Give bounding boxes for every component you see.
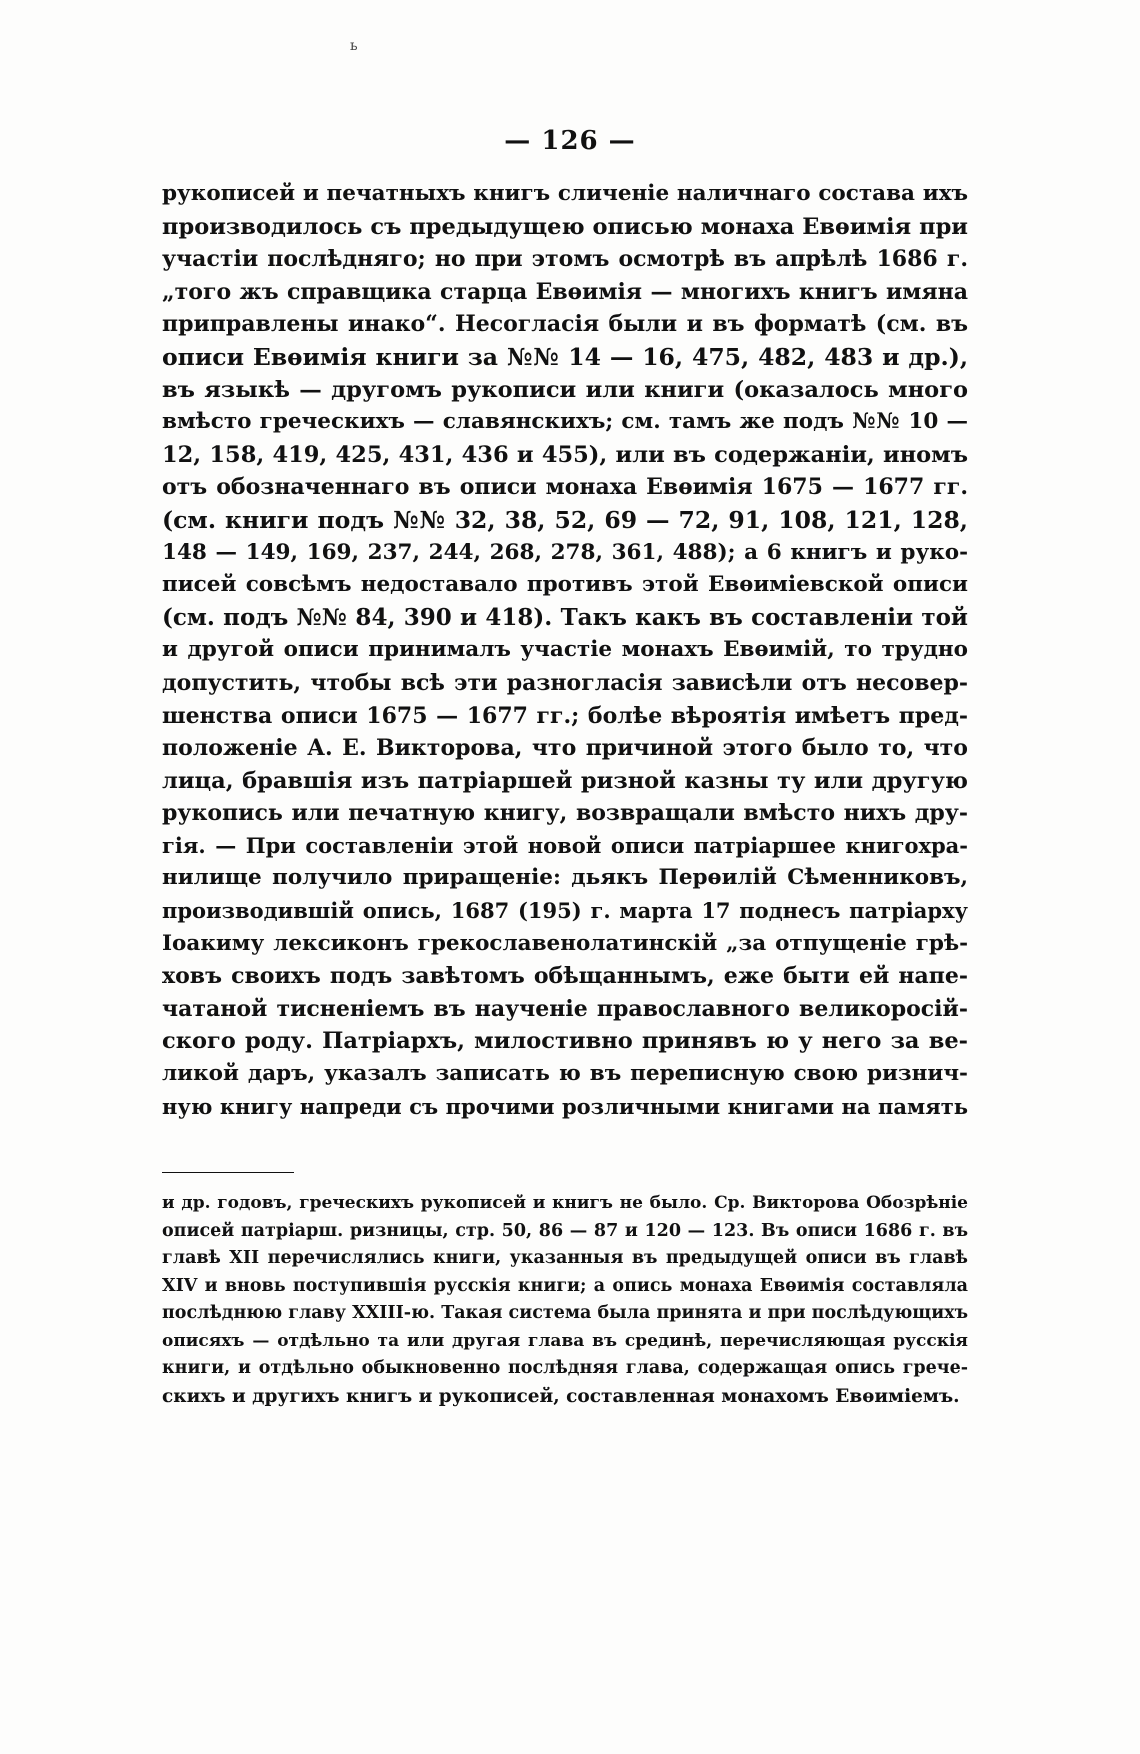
- text-line: въ языкѣ — другомъ рукописи или книги (оказалось много: [162, 376, 968, 403]
- text-line: (см. книги подъ №№ 32, 38, 52, 69 — 72, 91, 108, 121, 128,: [162, 505, 968, 534]
- text-line: ховъ своихъ подъ завѣтомъ обѣщаннымъ, еже быти ей напе-: [162, 963, 968, 990]
- text-line: шенства описи 1675 — 1677 гг.; болѣе вѣроятія имѣетъ пред-: [162, 702, 968, 729]
- footnote-line: описяхъ — отдѣльно та или другая глава въ срединѣ, перечисляющая русскія: [162, 1330, 968, 1351]
- text-line: „того жъ справщика старца Евѳимія — многихъ книгъ имяна: [162, 278, 968, 305]
- text-line: писей совсѣмъ недоставало противъ этой Евѳиміевской описи: [162, 572, 968, 598]
- footnote-divider: [162, 1172, 294, 1173]
- text-line: производилось съ предыдущею описью монаха Евѳимія при: [162, 213, 968, 240]
- text-line: положеніе А. Е. Викторова, что причиной этого было то, что: [162, 735, 968, 762]
- text-line: производившій опись, 1687 (195) г. марта 17 поднесъ патріарху: [162, 898, 968, 924]
- text-line: нилище получило приращеніе: дьякъ Перѳилій Сѣменниковъ,: [162, 865, 968, 891]
- footnotes: [162, 1190, 968, 1410]
- text-line: ликой даръ, указалъ записать ю въ переписную свою ризнич-: [162, 1061, 968, 1087]
- text-line: описи Евѳимія книги за №№ 14 — 16, 475, 482, 483 и др.),: [162, 342, 968, 371]
- footnote-line: послѣднюю главу XXIII-ю. Такая система была принята и при послѣдующихъ: [162, 1303, 968, 1323]
- text-line: и другой описи принималъ участіе монахъ Евѳимій, то трудно: [162, 637, 968, 663]
- text-line: гія. — При составленіи этой новой описи патріаршее книгохра-: [162, 832, 968, 858]
- text-line: отъ обозначеннаго въ описи монаха Евѳимія 1675 — 1677 гг.: [162, 474, 968, 501]
- text-line: (см. подъ №№ 84, 390 и 418). Такъ какъ въ составленіи той: [162, 603, 968, 631]
- footnote-line: XIV и вновь поступившія русскія книги; а опись монаха Евѳимія составляла: [162, 1275, 968, 1296]
- text-line: допустить, чтобы всѣ эти разногласія зависѣли отъ несовер-: [162, 669, 968, 696]
- text-line: рукопись или печатную книгу, возвращали вмѣсто нихъ дру-: [162, 800, 968, 827]
- text-line: приправлены инако“. Несогласія были и въ форматѣ (см. въ: [162, 311, 968, 338]
- text-line: ную книгу напреди съ прочими розличными книгами на память: [162, 1093, 968, 1119]
- text-line: участіи послѣдняго; но при этомъ осмотрѣ въ апрѣлѣ 1686 г.: [162, 246, 968, 273]
- footnote-line: описей патріарш. ризницы, стр. 50, 86 — 87 и 120 — 123. Въ описи 1686 г. въ: [162, 1220, 968, 1241]
- footnote-line: главѣ XII перечислялись книги, указанныя въ предыдущей описи въ главѣ: [162, 1248, 968, 1268]
- main-text: [162, 178, 968, 1123]
- stray-ink-mark: ь: [350, 38, 358, 54]
- text-line: ского роду. Патріархъ, милостивно принявъ ю у него за ве-: [162, 1028, 968, 1055]
- text-line: чатаной тисненіемъ въ наученіе православного великоросій-: [162, 995, 968, 1022]
- text-line: 12, 158, 419, 425, 431, 436 и 455), или въ содержаніи, иномъ: [162, 441, 968, 468]
- text-line: Іоакиму лексиконъ грекославенолатинскій „за отпущеніе грѣ-: [162, 930, 968, 956]
- footnote-line: и др. годовъ, греческихъ рукописей и книгъ не было. Ср. Викторова Обозрѣніе: [162, 1193, 968, 1213]
- page-number: — 126 —: [504, 126, 636, 156]
- text-line: 148 — 149, 169, 237, 244, 268, 278, 361, 488); а 6 книгъ и руко-: [162, 539, 968, 565]
- footnote-line: книги, и отдѣльно обыкновенно послѣдняя глава, содержащая опись грече-: [162, 1358, 968, 1378]
- text-line: лица, бравшія изъ патріаршей ризной казны ту или другую: [162, 767, 968, 794]
- footnote-line: скихъ и другихъ книгъ и рукописей, составленная монахомъ Евѳиміемъ.: [162, 1385, 960, 1407]
- text-line: рукописей и печатныхъ книгъ сличеніе наличнаго состава ихъ: [162, 181, 968, 206]
- text-line: вмѣсто греческихъ — славянскихъ; см. тамъ же подъ №№ 10 —: [162, 409, 968, 435]
